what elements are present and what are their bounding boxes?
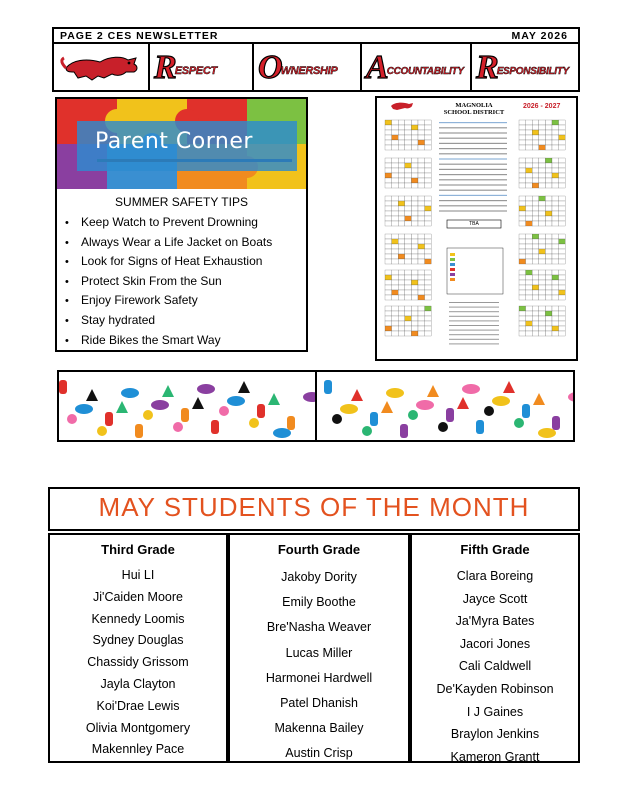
value-letter: R (476, 49, 499, 86)
summer-decoration-strip (57, 370, 575, 442)
value-accountability (362, 44, 472, 90)
third-grade-column (48, 533, 228, 763)
student-name: Kennedy Loomis (91, 611, 185, 626)
value-responsibility (472, 44, 578, 90)
newsletter-header (52, 27, 580, 44)
summer-items-icon (317, 372, 573, 440)
parent-corner-title: Parent Corner (95, 129, 253, 154)
column-heading: Fifth Grade (460, 542, 530, 557)
value-respect (150, 44, 254, 90)
student-name: Makenna Bailey (274, 721, 364, 736)
value-ownership (254, 44, 362, 90)
student-name: Braylon Jenkins (450, 727, 540, 742)
list-item: • Look for Signs of Heat Exhaustion (65, 252, 272, 272)
student-list (230, 565, 408, 767)
sotm-title-box (48, 487, 580, 531)
sotm-title: MAY STUDENTS OF THE MONTH (98, 492, 530, 522)
list-item: • Always Wear a Life Jacket on Boats (65, 233, 272, 253)
panther-mascot-icon (56, 46, 148, 90)
summer-pattern-left (59, 372, 317, 440)
value-rest: ESPONSIBILITY (496, 65, 569, 77)
title-underline (97, 159, 292, 162)
values-row (52, 44, 580, 92)
student-name: Austin Crisp (285, 746, 353, 761)
value-rest: CCOUNTABILITY (386, 65, 464, 77)
column-heading: Third Grade (101, 542, 175, 557)
student-name: Jayce Scott (462, 591, 528, 606)
student-name: Chassidy Grissom (87, 655, 189, 670)
student-list (412, 565, 578, 768)
value-letter: O (258, 49, 283, 86)
calendar-grid-image (377, 98, 576, 359)
student-name: Koi'Drae Lewis (96, 698, 180, 713)
column-heading: Fourth Grade (277, 542, 361, 557)
student-name: Clara Boreing (456, 569, 534, 583)
fourth-grade-column (228, 533, 410, 763)
tba-label: TBA (469, 221, 479, 227)
list-item: • Stay hydrated (65, 311, 272, 331)
student-name: Lucas Miller (285, 645, 353, 660)
value-rest: ESPECT (174, 65, 217, 77)
student-name: Cali Caldwell (458, 659, 532, 674)
safety-tips-list (65, 213, 272, 350)
summer-pattern-right (317, 372, 573, 440)
value-rest: WNERSHIP (280, 65, 338, 77)
district-calendar (375, 96, 578, 361)
tips-title: SUMMER SAFETY TIPS (115, 195, 248, 209)
list-item: • Enjoy Firework Safety (65, 291, 272, 311)
list-item: • Ride Bikes the Smart Way (65, 331, 272, 351)
student-name: Ja'Myra Bates (455, 614, 535, 629)
student-name: Kameron Grantt (450, 749, 540, 764)
student-name: Jayla Clayton (100, 676, 176, 691)
value-letter: A (366, 49, 389, 86)
student-name: Olivia Montgomery (85, 720, 191, 735)
fifth-grade-column (410, 533, 580, 763)
student-name: De'Kayden Robinson (436, 681, 554, 696)
student-name: Hui LI (121, 568, 155, 582)
list-item: • Protect Skin From the Sun (65, 272, 272, 292)
student-name: Jacori Jones (459, 636, 531, 651)
mascot-box (54, 44, 150, 90)
list-item: • Keep Watch to Prevent Drowning (65, 213, 272, 233)
header-date: MAY 2026 (511, 30, 568, 42)
parent-corner (55, 97, 308, 352)
student-name: Patel Dhanish (280, 695, 358, 710)
student-name: I J Gaines (466, 704, 524, 719)
student-list (50, 565, 226, 761)
school-year: 2026 - 2027 (523, 103, 561, 110)
parent-corner-banner (57, 99, 306, 189)
district-name: MAGNOLIA SCHOOL DISTRICT (443, 102, 505, 116)
student-name: Harmonei Hardwell (265, 670, 373, 685)
value-letter: R (154, 49, 177, 86)
student-name: Sydney Douglas (92, 633, 184, 648)
student-name: Ji'Caiden Moore (93, 589, 183, 604)
header-page-label: PAGE 2 CES NEWSLETTER (60, 30, 219, 42)
student-name: Emily Boothe (282, 595, 356, 610)
summer-items-icon (59, 372, 317, 440)
student-name: Jakoby Dority (281, 570, 357, 584)
student-name: Makennley Pace (91, 742, 185, 757)
student-name: Bre'Nasha Weaver (266, 620, 372, 635)
